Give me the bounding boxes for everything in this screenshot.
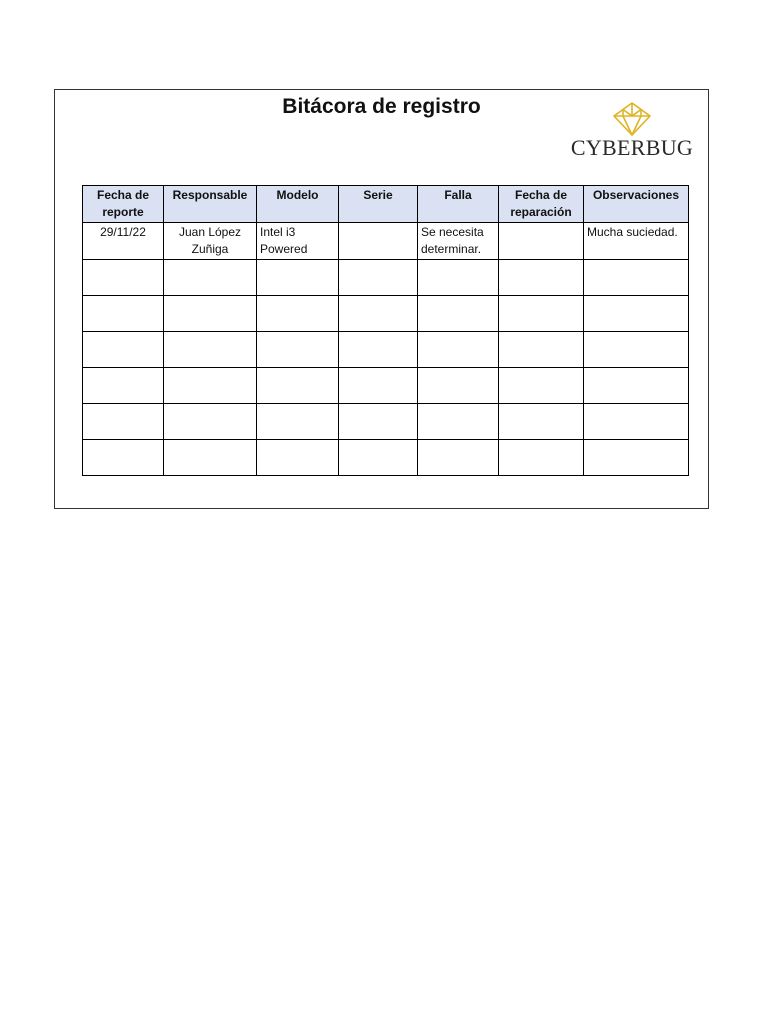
logo-text: CYBERBUG	[570, 135, 694, 160]
table-cell: Se necesita determinar.	[418, 223, 499, 260]
document-title: Bitácora de registro	[282, 95, 481, 118]
table-cell	[418, 260, 499, 296]
table-cell: Mucha suciedad.	[584, 223, 689, 260]
table-cell	[339, 260, 418, 296]
table-cell	[257, 260, 339, 296]
table-cell	[83, 260, 164, 296]
table-cell	[418, 332, 499, 368]
column-header: Responsable	[164, 186, 257, 223]
table-row	[83, 368, 689, 404]
table-cell	[164, 332, 257, 368]
table-cell	[339, 332, 418, 368]
table-cell	[584, 296, 689, 332]
table-cell	[257, 296, 339, 332]
table-cell	[499, 332, 584, 368]
column-header: Fecha de reparación	[499, 186, 584, 223]
table-cell	[257, 368, 339, 404]
table-cell	[164, 404, 257, 440]
table-cell	[83, 296, 164, 332]
table-cell	[499, 296, 584, 332]
table-cell	[83, 440, 164, 476]
table-cell	[499, 404, 584, 440]
table-cell	[257, 332, 339, 368]
table-cell	[499, 223, 584, 260]
column-header: Falla	[418, 186, 499, 223]
table-cell	[339, 404, 418, 440]
table-cell: Intel i3 Powered	[257, 223, 339, 260]
table-cell	[83, 368, 164, 404]
table-cell: 29/11/22	[83, 223, 164, 260]
table-cell	[499, 368, 584, 404]
table-cell	[339, 440, 418, 476]
geometric-diamond-icon	[610, 102, 654, 136]
table-cell	[584, 404, 689, 440]
table-cell: Juan López Zuñiga	[164, 223, 257, 260]
table-cell	[164, 296, 257, 332]
table-cell	[418, 440, 499, 476]
table-cell	[418, 296, 499, 332]
table-row	[83, 260, 689, 296]
column-header: Serie	[339, 186, 418, 223]
table-cell	[499, 260, 584, 296]
table-cell	[164, 368, 257, 404]
cyberbug-logo	[567, 102, 697, 162]
column-header: Fecha de reporte	[83, 186, 164, 223]
table-cell	[584, 332, 689, 368]
table-cell	[257, 404, 339, 440]
table-cell	[499, 440, 584, 476]
table-cell	[339, 223, 418, 260]
column-header: Modelo	[257, 186, 339, 223]
table-cell	[418, 368, 499, 404]
table-row	[83, 296, 689, 332]
table-cell	[584, 368, 689, 404]
table-cell	[164, 260, 257, 296]
table-cell	[418, 404, 499, 440]
table-cell	[257, 440, 339, 476]
table-cell	[584, 260, 689, 296]
table-row	[83, 440, 689, 476]
table-row	[83, 332, 689, 368]
table-header-row	[83, 186, 689, 223]
table-cell	[339, 368, 418, 404]
table-row	[83, 404, 689, 440]
registro-table	[82, 185, 689, 476]
table-row	[83, 223, 689, 260]
table-cell	[339, 296, 418, 332]
document-frame	[54, 89, 709, 509]
table-cell	[83, 332, 164, 368]
table-cell	[584, 440, 689, 476]
table-cell	[164, 440, 257, 476]
column-header: Observaciones	[584, 186, 689, 223]
table-cell	[83, 404, 164, 440]
